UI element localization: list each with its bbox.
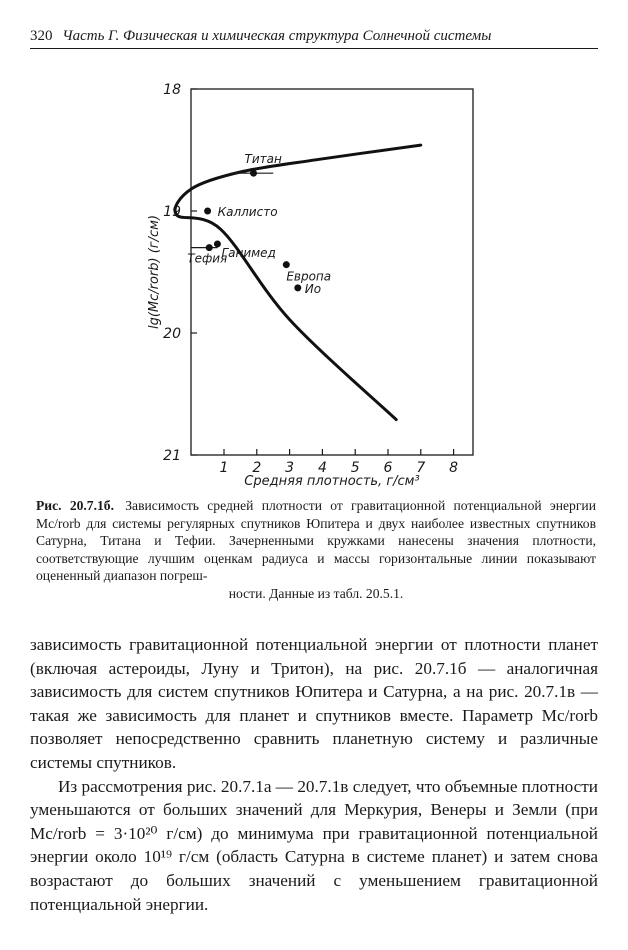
point-label: Ганимед	[221, 245, 276, 260]
x-tick-label: 4	[317, 460, 327, 476]
x-tick-label: 5	[350, 460, 360, 476]
x-tick-label: 2	[252, 460, 262, 476]
x-tick-label: 6	[383, 460, 393, 476]
point-label: Ио	[304, 281, 322, 296]
plot-frame	[191, 89, 473, 455]
x-axis-label: Средняя плотность, г/см³	[244, 474, 420, 489]
data-point	[283, 262, 289, 268]
y-tick-label: 19	[163, 204, 181, 220]
data-point	[251, 170, 257, 176]
point-label: Титан	[244, 152, 282, 167]
y-tick-label: 20	[163, 326, 181, 342]
data-point	[206, 245, 212, 251]
figure-caption	[36, 497, 596, 602]
y-axis-ticks	[163, 82, 197, 464]
data-points	[187, 152, 331, 296]
body-text	[30, 633, 598, 916]
data-point	[295, 285, 301, 291]
x-tick-label: 1	[219, 460, 229, 476]
y-axis-label: lg(Mc/rorb) (г/см)	[147, 214, 162, 330]
paragraph-2: Из рассмотрения рис. 20.7.1а — 20.7.1в следует, что объемные плотности уменьшаются от больших значений для Меркурия, Венеры и Земли (при Mc/rorb = 3·10²⁰ г/см) до минимума при гравитационной потенциальной энергии около 10¹⁹ г/см (область Сатурна в системе планет) и затем снова возрастают до больших значений с уменьшением гравитационной потенциальной энергии.	[30, 776, 598, 914]
caption-text: Зависимость средней плотности от гравитационной потенциальной энергии Mc/rorb для системы регулярных спутников Юпитера и двух наиболее известных спутников Сатурна, Титана и Тефии. Зачерненными кружками нанесены значения плотности, соответствующие лучшим оценкам радиуса и массы горизонтальные линии показывают оцененный диапазон погреш-	[36, 498, 596, 583]
x-axis-ticks	[220, 449, 459, 476]
x-tick-label: 3	[285, 460, 295, 476]
page-number: 320	[30, 28, 53, 44]
y-tick-label: 21	[163, 448, 181, 464]
data-point	[205, 208, 211, 214]
x-tick-label: 7	[416, 460, 426, 476]
caption-last-line: ности. Данные из табл. 20.5.1.	[228, 585, 404, 601]
running-title: Часть Г. Физическая и химическая структура Солнечной системы	[62, 28, 492, 44]
caption-label: Рис. 20.7.1б.	[36, 498, 114, 513]
point-label: Европа	[286, 269, 332, 284]
y-tick-label: 18	[163, 82, 181, 98]
point-label: Тефия	[187, 251, 228, 266]
x-tick-label: 8	[449, 460, 459, 476]
data-point	[214, 241, 220, 247]
paragraph-1: зависимость гравитационной потенциальной энергии от плотности планет (включая астероиды, Луну и Тритон), на рис. 20.7.1б — аналогичная зависимость для систем спутников Юпитера и Сатурна, а на рис. 20.7.1в — такая же зависимость для планет и спутников вместе. Параметр Mc/rorb позволяет непосредственно сравнить планетную систему и различные системы спутников.	[30, 635, 598, 772]
point-label: Каллисто	[217, 205, 278, 219]
